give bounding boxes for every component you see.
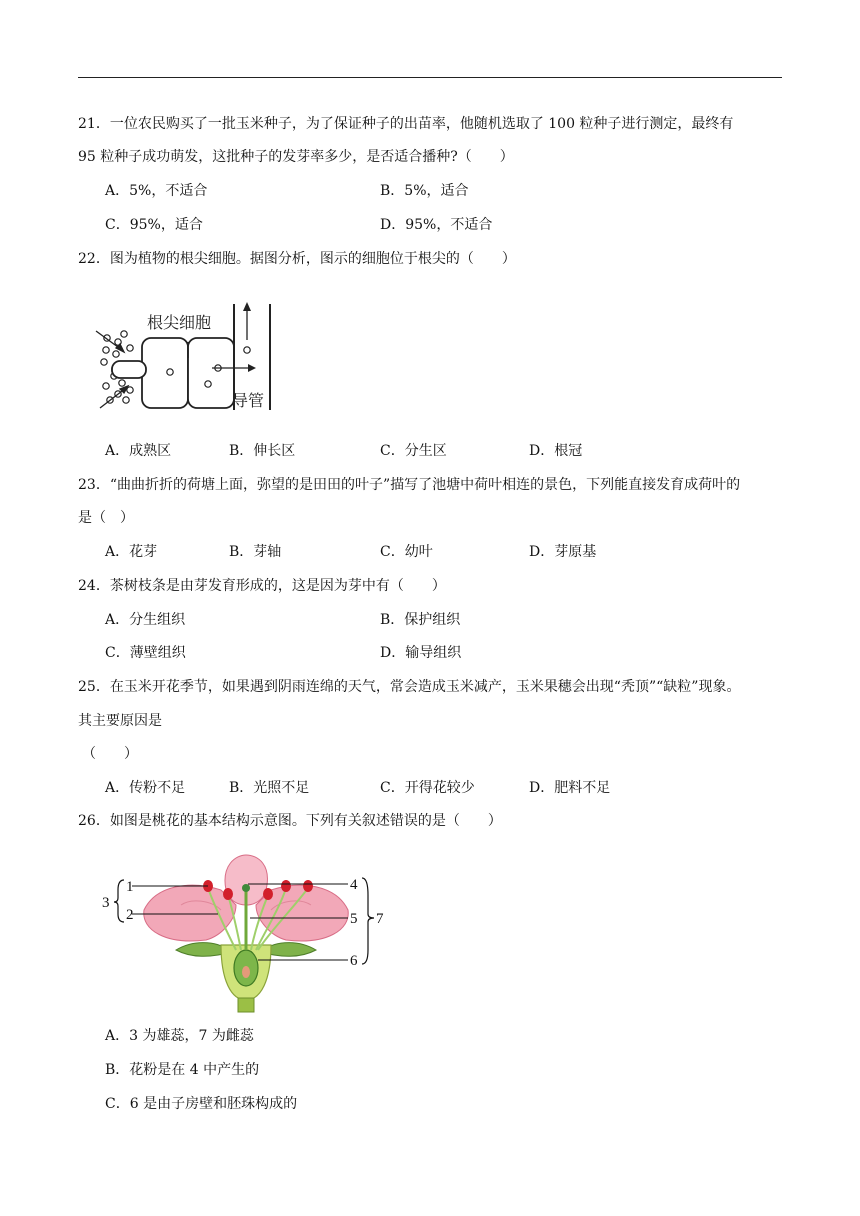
root-cell-right — [188, 338, 234, 408]
q25-stem-line2: 其主要原因是 — [78, 713, 162, 729]
q23-stem-line1: 23．“曲曲折折的荷塘上面，弥望的是田田的叶子”描写了池塘中荷叶相连的景色，下列能直接发育成荷叶的 — [78, 477, 741, 493]
q21-stem-line2: 95 粒种子成功萌发，这批种子的发芽率多少，是否适合播种?（ ） — [78, 149, 514, 165]
label-root-cell: 根尖细胞 — [147, 313, 212, 332]
q21-option-d[interactable]: D．95%，不适合 — [380, 217, 493, 233]
q23-option-d[interactable]: D．芽原基 — [529, 544, 597, 560]
q26-option-a[interactable]: A．3 为雄蕊，7 为雌蕊 — [105, 1028, 254, 1044]
q21-stem-line1: 21．一位农民购买了一批玉米种子，为了保证种子的出苗率，他随机选取了 100 粒种子进行测定，最终有 — [78, 116, 734, 132]
label-6: 6 — [350, 953, 358, 969]
label-3: 3 — [102, 895, 110, 911]
q23-stem-line2: 是（ ） — [78, 510, 134, 526]
q25-option-d[interactable]: D．肥料不足 — [529, 780, 611, 796]
flower-stalk — [238, 998, 254, 1012]
q23-option-c[interactable]: C．幼叶 — [380, 544, 433, 560]
label-4: 4 — [350, 877, 358, 893]
ovule — [242, 966, 250, 978]
q22-option-c[interactable]: C．分生区 — [380, 443, 447, 459]
q22-option-b[interactable]: B．伸长区 — [229, 443, 296, 459]
q23-option-b[interactable]: B．芽轴 — [229, 544, 282, 560]
q21-option-a[interactable]: A．5%，不适合 — [105, 183, 208, 199]
q25-stem-line1: 25．在玉米开花季节，如果遇到阴雨连绵的天气，常会造成玉米减产，玉米果穗会出现“秃顶”“缺粒”现象。 — [78, 679, 741, 695]
q26-stem-line1: 26．如图是桃花的基本结构示意图。下列有关叙述错误的是（ ） — [78, 813, 502, 829]
root-cell-figure — [92, 298, 276, 413]
q24-option-a[interactable]: A．分生组织 — [105, 612, 186, 628]
q22-option-a[interactable]: A．成熟区 — [105, 443, 172, 459]
brace-7 — [362, 878, 374, 964]
root-hair-extension — [112, 361, 146, 378]
q25-option-c[interactable]: C．开得花较少 — [380, 780, 475, 796]
stigma — [242, 884, 250, 892]
label-vessel: 导管 — [232, 391, 265, 410]
peach-flower-figure — [96, 850, 396, 1015]
q25-stem-line3: （ ） — [82, 746, 138, 762]
q24-stem-line1: 24．茶树枝条是由芽发育形成的，这是因为芽中有（ ） — [78, 578, 446, 594]
q24-option-c[interactable]: C．薄壁组织 — [105, 645, 186, 661]
q24-option-b[interactable]: B．保护组织 — [380, 612, 461, 628]
label-2: 2 — [126, 907, 134, 923]
q21-option-c[interactable]: C．95%，适合 — [105, 217, 203, 233]
label-1: 1 — [126, 879, 134, 895]
q24-option-d[interactable]: D．输导组织 — [380, 645, 462, 661]
q25-option-b[interactable]: B．光照不足 — [229, 780, 310, 796]
label-7: 7 — [376, 911, 384, 927]
label-5: 5 — [350, 911, 358, 927]
q22-stem-line1: 22．图为植物的根尖细胞。据图分析，图示的细胞位于根尖的（ ） — [78, 251, 516, 267]
q25-option-a[interactable]: A．传粉不足 — [105, 780, 186, 796]
q21-option-b[interactable]: B．5%，适合 — [380, 183, 469, 199]
q26-option-b[interactable]: B．花粉是在 4 中产生的 — [105, 1062, 260, 1078]
brace-3 — [114, 880, 124, 922]
q23-option-a[interactable]: A．花芽 — [105, 544, 158, 560]
q26-option-c[interactable]: C．6 是由子房壁和胚珠构成的 — [105, 1096, 298, 1112]
header-rule — [78, 77, 782, 78]
root-cell-left — [142, 338, 188, 408]
q22-option-d[interactable]: D．根冠 — [529, 443, 583, 459]
